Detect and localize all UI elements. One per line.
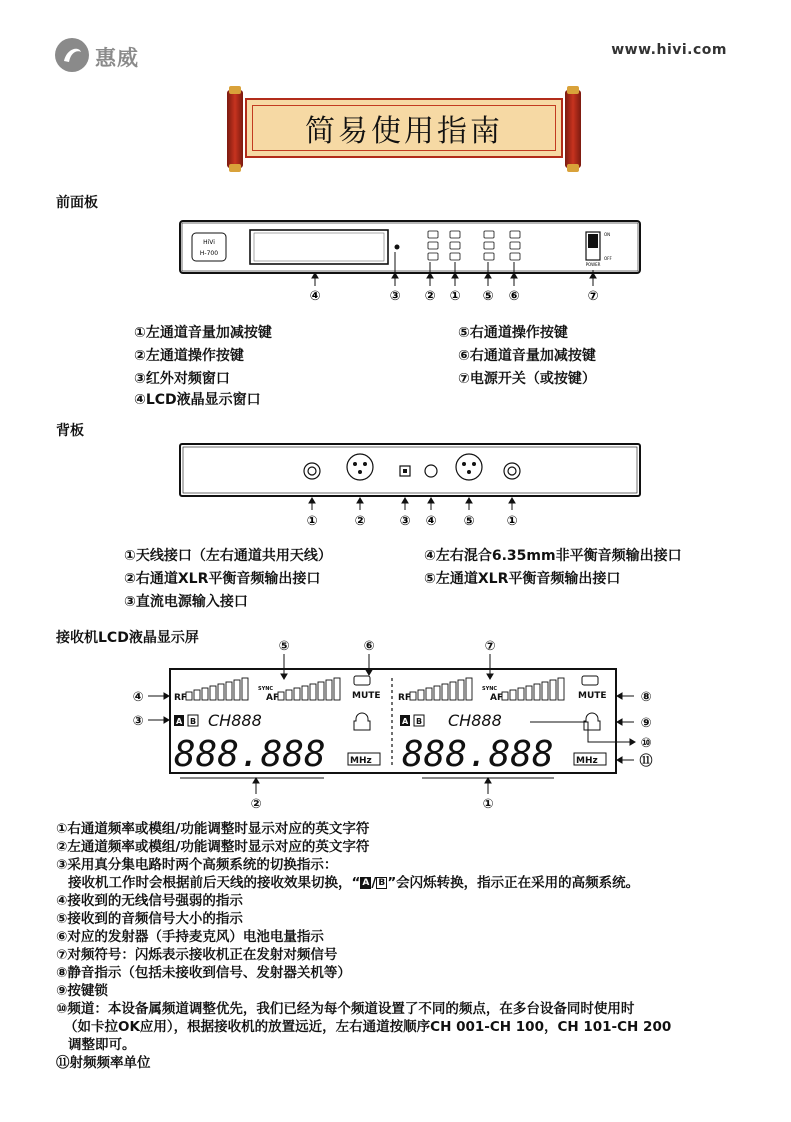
rf-label-right: RF (398, 693, 412, 703)
device-brand: HiVi (203, 239, 215, 246)
lcd-callout: ⑨ (640, 716, 652, 731)
rf-label-left: RF (174, 693, 188, 703)
back-item: ②右通道XLR平衡音频输出接口 (124, 571, 321, 587)
brand-mark-icon (55, 38, 89, 72)
power-label: POWER (585, 262, 601, 267)
front-callout: ⑦ (587, 289, 599, 304)
scroll-roller-left (227, 90, 243, 168)
antenna-b-right: B (416, 717, 423, 726)
note-line: ②左通道频率或模组/功能调整时显示对应的英文字符 (56, 839, 370, 855)
back-panel-heading: 背板 (56, 423, 84, 439)
af-label-right: AF (490, 693, 504, 703)
back-callout: ⑤ (463, 514, 475, 529)
front-item: ⑤右通道操作按键 (458, 325, 568, 341)
note-line-antenna-switch: 接收机工作时会根据前后天线的接收效果切换，“ A / B ”会闪烁转换，指示正在采用的高频系统。 (68, 875, 640, 891)
note-line: 调整即可。 (68, 1037, 136, 1053)
lcd-callout: ① (482, 797, 494, 812)
note-line: ⑥对应的发射器（手持麦克风）电池电量指示 (56, 929, 324, 945)
front-item: ②左通道操作按键 (134, 348, 244, 364)
page-title: 简易使用指南 (305, 114, 503, 149)
front-callout: ③ (389, 289, 401, 304)
back-callout: ① (506, 514, 518, 529)
lcd-callout: ⑧ (640, 690, 652, 705)
front-callout: ④ (309, 289, 321, 304)
af-label-left: AF (266, 693, 280, 703)
lcd-diagram (118, 636, 678, 812)
brand-name: 惠威 (95, 46, 139, 70)
brand-logo (55, 36, 155, 72)
note-line: ⑤接收到的音频信号大小的指示 (56, 911, 243, 927)
mhz-unit-left: MHz (350, 756, 372, 766)
front-item: ⑦电源开关（或按键） (458, 371, 596, 387)
lcd-callout: ⑩ (640, 736, 652, 751)
front-item: ④LCD液晶显示窗口 (134, 392, 261, 408)
lcd-callout: ⑪ (639, 754, 653, 769)
mhz-unit-right: MHz (576, 756, 598, 766)
antenna-a-symbol: A (360, 877, 371, 889)
title-banner (223, 90, 585, 168)
back-panel-diagram (178, 440, 643, 534)
lcd-callout: ⑤ (278, 639, 290, 654)
note-line: （如卡拉OK应用），根据接收机的放置远近，左右通道按顺序CH 001-CH 100，CH 101-CH 200 (64, 1019, 672, 1035)
note-line: ⑧静音指示（包括未接收到信号、发射器关机等） (56, 965, 351, 981)
front-panel-heading: 前面板 (56, 195, 98, 211)
website-url[interactable]: www.hivi.com (611, 42, 727, 58)
lcd-callout: ④ (132, 690, 144, 705)
front-callout: ② (424, 289, 436, 304)
note-line: ⑦对频符号：闪烁表示接收机正在发射对频信号 (56, 947, 338, 963)
front-callout: ⑥ (508, 289, 520, 304)
back-callout: ① (306, 514, 318, 529)
sync-label-right: SYNC (482, 686, 498, 692)
note-line: ④接收到的无线信号强弱的指示 (56, 893, 243, 909)
lcd-callout: ② (250, 797, 262, 812)
frequency-right: 888.888 (402, 734, 554, 775)
back-item: ①天线接口（左右通道共用天线） (124, 548, 332, 564)
front-panel-diagram (170, 218, 650, 306)
note-line: ⑪射频频率单位 (56, 1055, 151, 1071)
device-model: H-700 (199, 250, 219, 257)
scroll-roller-right (565, 90, 581, 168)
channel-left: CH888 (208, 711, 262, 730)
switch-on-label: ON (604, 232, 611, 237)
front-item: ⑥右通道音量加减按键 (458, 348, 596, 364)
antenna-b-symbol: B (376, 877, 387, 889)
mute-label-right: MUTE (578, 691, 607, 701)
back-item: ⑤左通道XLR平衡音频输出接口 (424, 571, 621, 587)
note-line: ⑨按键锁 (56, 983, 108, 999)
ir-window (395, 245, 400, 250)
switch-off-label: OFF (604, 256, 612, 261)
back-callout: ③ (399, 514, 411, 529)
lcd-callout: ③ (132, 714, 144, 729)
back-callout: ④ (425, 514, 437, 529)
antenna-a-left: A (176, 717, 183, 726)
channel-right: CH888 (448, 711, 502, 730)
lcd-heading: 接收机LCD液晶显示屏 (56, 630, 199, 646)
mute-label-left: MUTE (352, 691, 381, 701)
sync-label-left: SYNC (258, 686, 274, 692)
note-line: ⑩频道：本设备属频道调整优先，我们已经为每个频道设置了不同的频点，在多台设备同时使用时 (56, 1001, 635, 1017)
frequency-left: 888.888 (174, 734, 326, 775)
front-callout: ⑤ (482, 289, 494, 304)
front-callout: ① (449, 289, 461, 304)
back-callout: ② (354, 514, 366, 529)
antenna-a-right: A (402, 717, 409, 726)
note-line: ①右通道频率或模组/功能调整时显示对应的英文字符 (56, 821, 370, 837)
back-item: ④左右混合6.35mm非平衡音频输出接口 (424, 548, 682, 564)
back-item: ③直流电源输入接口 (124, 594, 248, 610)
front-item: ①左通道音量加减按键 (134, 325, 272, 341)
front-item: ③红外对频窗口 (134, 371, 230, 387)
lcd-callout: ⑦ (484, 639, 496, 654)
note-line: ③采用真分集电路时两个高频系统的切换指示： (56, 857, 338, 873)
lcd-callout: ⑥ (363, 639, 375, 654)
antenna-b-left: B (190, 717, 197, 726)
